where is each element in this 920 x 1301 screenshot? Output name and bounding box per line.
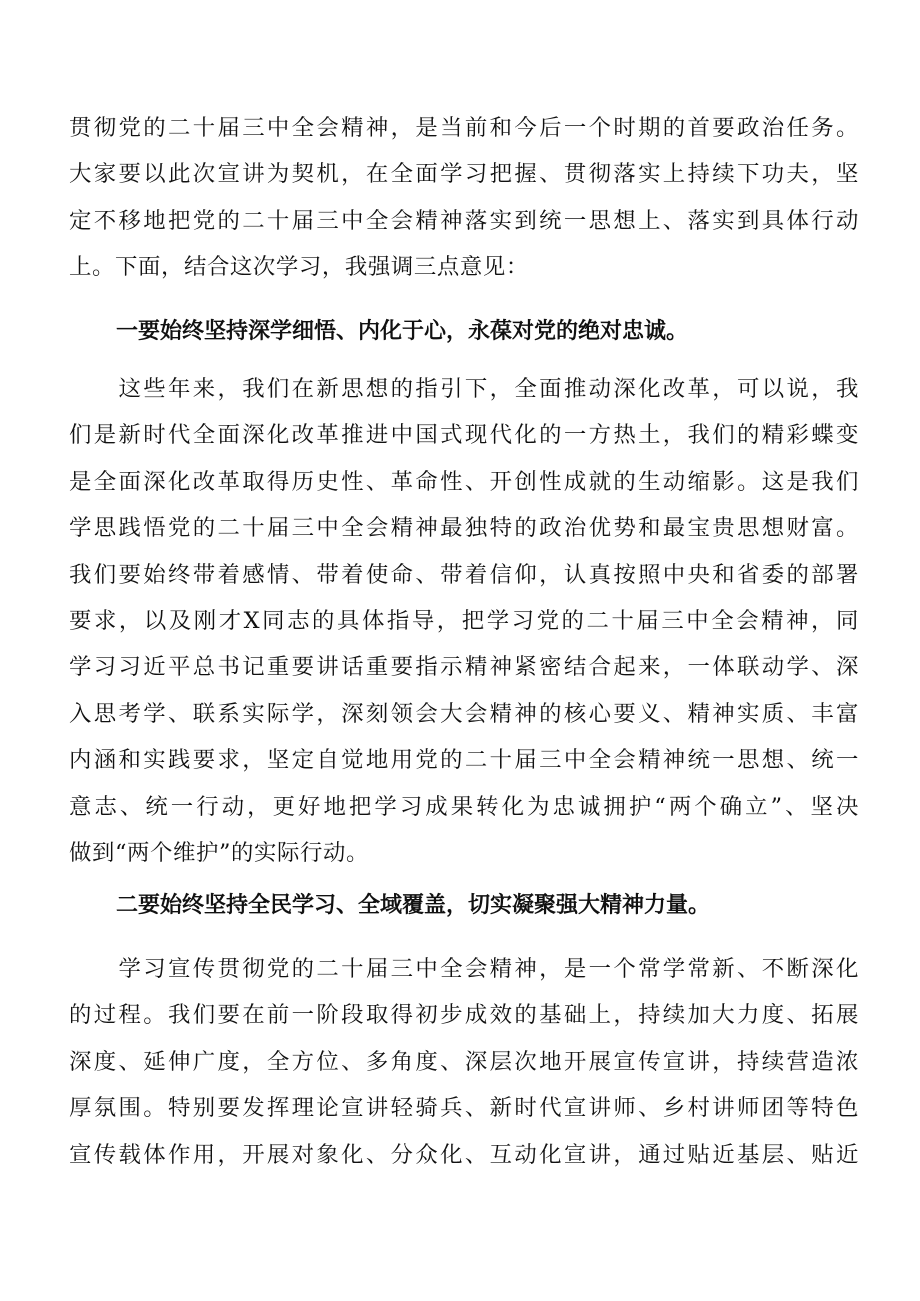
paragraph-line: 大家要以此次宣讲为契机，在全面学习把握、贯彻落实上持续下功夫，坚 xyxy=(69,161,859,188)
section-heading-1: 一要始终坚持深学细悟、内化于心，永葆对党的绝对忠诚。 xyxy=(116,319,689,344)
paragraph-line: 入思考学、联系实际学，深刻领会大会精神的核心要义、精神实质、丰富 xyxy=(69,700,859,727)
section-heading-2: 二要始终坚持全民学习、全域覆盖，切实凝聚强大精神力量。 xyxy=(116,893,711,918)
paragraph-line: 学习习近平总书记重要讲话重要指示精神紧密结合起来，一体联动学、深 xyxy=(69,654,859,681)
paragraph-line: 我们要始终带着感情、带着使命、带着信仰，认真按照中央和省委的部署 xyxy=(69,561,859,588)
paragraph-line: 的过程。我们要在前一阶段取得初步成效的基础上，持续加大力度、拓展 xyxy=(69,1002,859,1029)
paragraph-line: 学思践悟党的二十届三中全会精神最独特的政治优势和最宝贵思想财富。 xyxy=(69,515,859,542)
paragraph-line: 宣传载体作用，开展对象化、分众化、互动化宣讲，通过贴近基层、贴近 xyxy=(69,1141,859,1168)
paragraph-line: 这些年来，我们在新思想的指引下，全面推动深化改革，可以说，我 xyxy=(69,376,859,402)
paragraph-line: 厚氛围。特别要发挥理论宣讲轻骑兵、新时代宣讲师、乡村讲师团等特色 xyxy=(69,1095,859,1122)
paragraph-section-2 xyxy=(69,946,859,1178)
paragraph-line: 内涵和实践要求，坚定自觉地用党的二十届三中全会精神统一思想、统一 xyxy=(69,747,859,774)
paragraph-intro xyxy=(69,105,859,291)
paragraph-line: 们是新时代全面深化改革推进中国式现代化的一方热土，我们的精彩蝶变 xyxy=(69,422,859,449)
paragraph-line: 定不移地把党的二十届三中全会精神落实到统一思想上、落实到具体行动 xyxy=(69,207,859,234)
paragraph-line: 要求，以及刚才X同志的具体指导，把学习党的二十届三中全会精神，同 xyxy=(69,607,859,634)
paragraph-line: 学习宣传贯彻党的二十届三中全会精神，是一个常学常新、不断深化 xyxy=(69,956,859,982)
paragraph-section-1 xyxy=(69,366,859,876)
paragraph-line: 深度、延伸广度，全方位、多角度、深层次地开展宣传宣讲，持续营造浓 xyxy=(69,1048,859,1075)
paragraph-line: 意志、统一行动，更好地把学习成果转化为忠诚拥护“两个确立”、坚决 xyxy=(69,793,859,820)
paragraph-line: 是全面深化改革取得历史性、革命性、开创性成就的生动缩影。这是我们 xyxy=(69,468,859,495)
paragraph-line: 上。下面，结合这次学习，我强调三点意见： xyxy=(69,254,529,281)
paragraph-line: 贯彻党的二十届三中全会精神，是当前和今后一个时期的首要政治任务。 xyxy=(69,115,859,141)
paragraph-line: 做到“两个维护”的实际行动。 xyxy=(69,839,369,866)
